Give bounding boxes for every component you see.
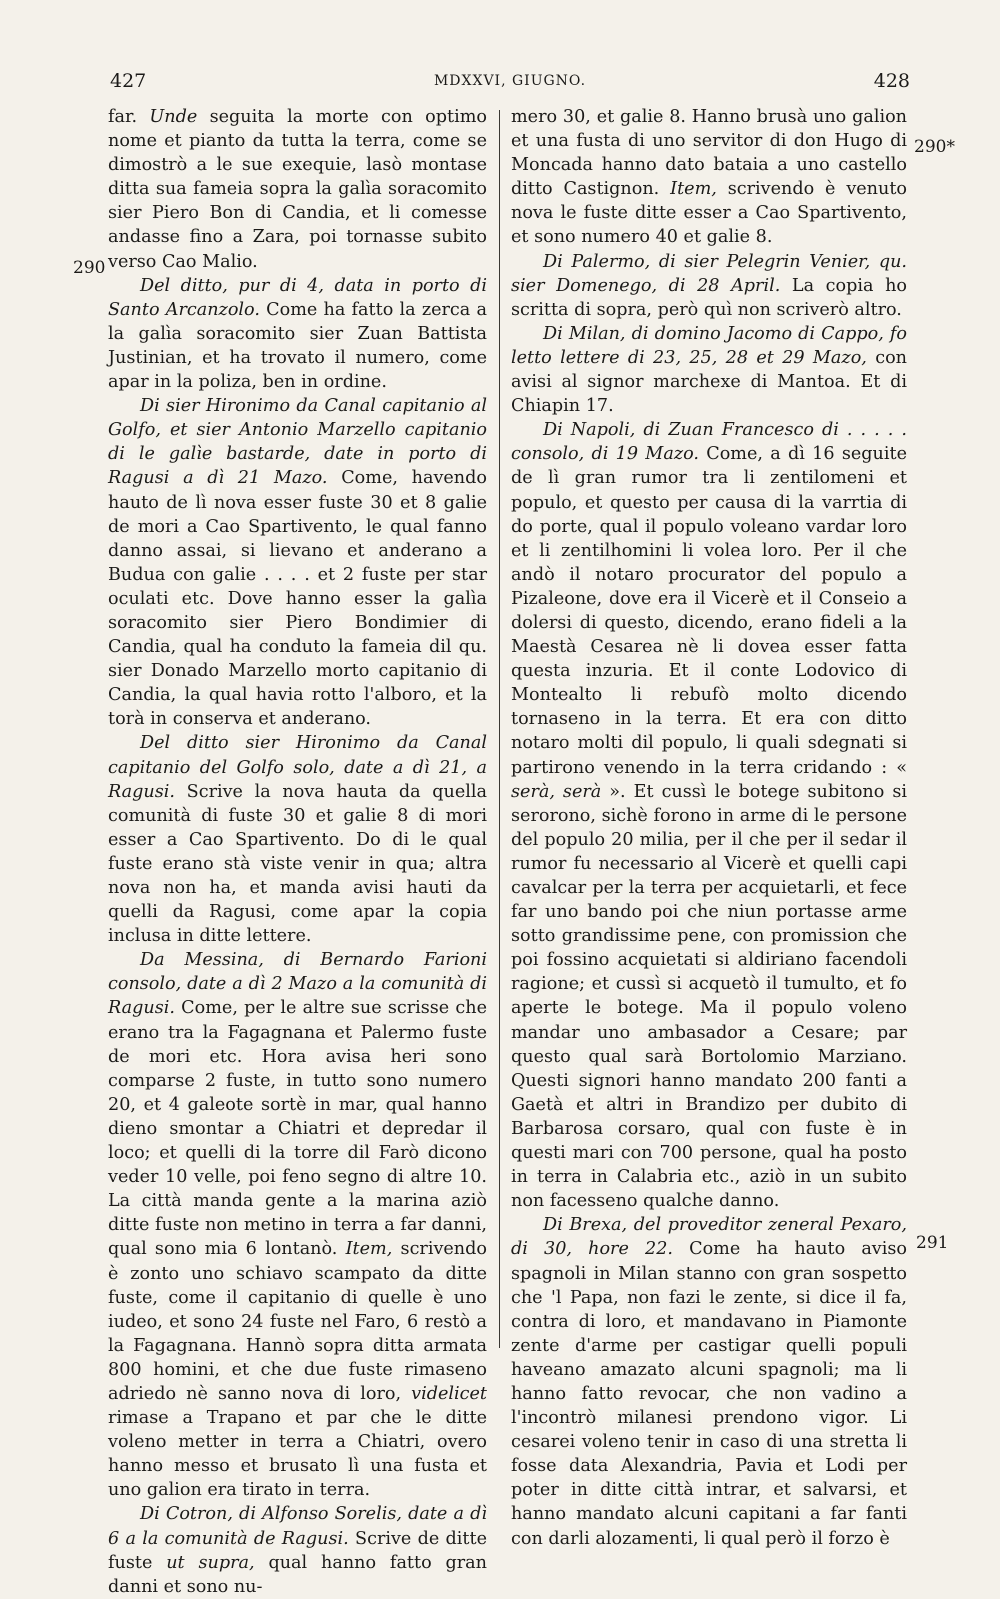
italic-run: ut supra, bbox=[166, 1552, 255, 1573]
italic-run: serà, serà bbox=[511, 781, 602, 802]
italic-run: Di sier Hironimo da Canal capitanio al Golfo, et sier Antonio Marzello capitanio di le galìe bastarde, date in porto di Ragusi a dì 21 Mazo. bbox=[108, 396, 487, 489]
italic-run: Di Milan, di domino Jacomo di Cappo, fo letto lettere di 23, 25, 28 et 29 Mazo, bbox=[511, 323, 907, 368]
text-run: La copia ho scritta di sopra, però quì non scriverò altro. bbox=[511, 275, 907, 320]
italic-run: Da Messina, di Bernardo Farioni consolo, date a dì 2 Mazo a la comunità di Ragusi. bbox=[108, 950, 487, 1019]
paragraph bbox=[108, 731, 487, 948]
column-divider bbox=[499, 110, 500, 1348]
left-column bbox=[108, 105, 487, 1599]
italic-run: Unde bbox=[149, 107, 198, 127]
paragraph bbox=[108, 274, 487, 394]
paragraph bbox=[108, 105, 487, 274]
paragraph bbox=[511, 1213, 907, 1550]
right-column bbox=[511, 105, 907, 1551]
text-run: Come ha fatto la zerca a la galìa soracomito sier Zuan Battista Justinian, et ha trovato il numero, come apar in la poliza, ben in ordine. bbox=[108, 299, 487, 393]
italic-run: Di Napoli, di Zuan Francesco di . . . . . consolo, di 19 Mazo. bbox=[511, 420, 907, 465]
italic-run: Di Cotron, di Alfonso Sorelis, date a dì 6 a la comunità de Ragusi. bbox=[108, 1504, 487, 1549]
text-run: far. bbox=[108, 107, 150, 127]
text-run: rimase a Trapano et par che le ditte voleno metter in terra a Chiatri, overo hanno messo et brusato lì una fusta et uno galion era tirato in terra. bbox=[108, 1408, 487, 1501]
running-title: MDXXVI, GIUGNO. bbox=[433, 73, 587, 89]
italic-run: Item, bbox=[345, 1239, 393, 1260]
italic-run: Del ditto sier Hironimo da Canal capitanio del Golfo solo, date a dì 21, a Ragusi. bbox=[108, 733, 487, 802]
running-header bbox=[110, 70, 910, 100]
italic-run: Del ditto, pur di 4, data in porto di Santo Arcanzolo. bbox=[108, 275, 487, 320]
text-run: mero 30, et galie 8. Hanno brusà uno galion et una fusta di uno servitor di don Hugo di Moncada hanno dato bataia a uno castello ditto Castignon. bbox=[511, 107, 907, 200]
text-run: con avisi al signor marchexe di Mantoa. Et di Chiapin 17. bbox=[511, 347, 907, 417]
margin-number-right-291: 291 bbox=[916, 1233, 949, 1253]
paragraph bbox=[511, 250, 907, 322]
text-run: scrivendo è zonto uno schiavo scampato da ditte fuste, come il capitanio di quelle è uno iudeo, et sono 24 fuste nel Faro, 6 restò a la Fagagnana. Hannò sopra ditta armata 800 homini, et che due fuste rimaseno adriedo nè sanno nova di loro, bbox=[108, 1239, 487, 1404]
paragraph bbox=[511, 322, 907, 418]
text-run: Scrive la nova hauta da quella comunità di fuste 30 et galie 8 di mori esser a Cao Spartivento. Do di le qual fuste erano stà viste venir in qua; altra nova non ha, et manda avisi hauti da quelli da Ragusi, come apar la copia inclusa in ditte lettere. bbox=[108, 781, 487, 947]
paragraph bbox=[108, 394, 487, 731]
text-run: ». Et cussì le botege subitono si serorono, sichè forono in arme di le persone del populo 20 milia, per il che per il sedar il rumor fu necessario al Vicerè et quelli capi cavalcar per la terra per acquietarli, et fece far uno bando poi che niun portasse arme sotto grandissime pene, con promission che poi fossino acquietati si aldiriano facendoli ragione; et cussì si acquetò il tumulto, et fo aperte le botege. Ma il populo voleno mandar uno ambasador a Cesare; par questo qual sarà Bortolomio Marziano. Questi signori hanno mandato 200 fanti a Gaetà et altri in Brandizo per dubito di Barbarosa corsaro, qual con fuste è in questi mari con 700 persone, qual ha posto in terra in Calabria etc., aziò in un subito non facesseno qualche danno. bbox=[511, 781, 907, 1212]
text-run: qual hanno fatto gran danni et sono nu- bbox=[108, 1552, 488, 1597]
text-run: Come, per le altre sue scrisse che erano tra la Fagagnana et Palermo fuste de mori etc. Hora avisa heri sono comparse 2 fuste, in tutto sono numero 20, et 4 galeote sortè in mar, qual hanno dieno smontar a Chiatri et depredar il loco; et quelli di la torre dil Farò dicono veder 10 velle, poi feno segno di altre 10. La città manda gente a la marina aziò ditte fuste non metino in terra a far danni, qual sono mia 6 lontanò. bbox=[108, 998, 487, 1260]
text-run: Come ha hauto aviso spagnoli in Milan stanno con gran sospetto che 'l Papa, non fazi le zente, si dice il fa, contra di loro, et mandavano in Piamonte zente d'arme per castigar quelli populi haveano amazato alcuni spagnoli; ma li hanno fatto revocar, che non vadino a l'incontrò milanesi prendono vigor. Li cesarei voleno tenir in caso di una stretta li fosse data Alexandria, Pavia et Lodi per poter in ditte città intrar, et salvarsi, et hanno mandato alcuni capitani a far fanti con darli alozamenti, li qual però il forzo è bbox=[511, 1239, 907, 1549]
text-run: scrivendo è venuto nova le fuste ditte esser a Cao Spartivento, et sono numero 40 et galie 8. bbox=[511, 179, 907, 248]
right-page-number: 428 bbox=[873, 70, 910, 92]
margin-number-right-290: 290* bbox=[914, 137, 955, 157]
paragraph bbox=[108, 1502, 487, 1598]
paragraph bbox=[511, 418, 907, 1213]
italic-run: Di Palermo, di sier Pelegrin Venier, qu. sier Domenego, di 28 April. bbox=[511, 251, 907, 296]
left-page-number: 427 bbox=[110, 70, 147, 92]
text-run: Come, havendo hauto de lì nova esser fuste 30 et 8 galie de mori a Cao Spartivento, le qual fanno danno assai, si lievano et anderano a Budua con galie . . . . et 2 fuste per star oculati etc. Dove hanno esser la galìa soracomito sier Piero Bondimier di Candia, qual ha conduto la fameia dil qu. sier Donado Marzello morto capitanio di Candia, la qual havia rotto l'alboro, et la torà in conserva et anderano. bbox=[108, 468, 487, 730]
italic-run: Di Brexa, del proveditor zeneral Pexaro, di 30, hore 22. bbox=[511, 1215, 907, 1260]
italic-run: videlicet bbox=[411, 1383, 487, 1404]
paragraph bbox=[108, 948, 487, 1502]
text-run: Scrive de ditte fuste bbox=[108, 1528, 487, 1573]
text-run: seguita la morte con optimo nome et pianto da tutta la terra, come se dimostrò a le sue exequie, lasò montase ditta sua fameia sopra la galìa soracomito sier Piero Bon di Candia, et li comesse andasse fino a Zara, poi tornasse subito verso Cao Malio. bbox=[108, 107, 487, 272]
margin-number-left-290: 290 bbox=[73, 258, 106, 278]
italic-run: Item, bbox=[670, 179, 717, 200]
paragraph bbox=[511, 105, 907, 250]
text-run: Come, a dì 16 seguite de lì gran rumor tra li zentilomeni et populo, et questo per causa di la varrtia di do porte, qual il populo voleano vardar loro et li zentilhomini li volea loro. Per il che andò il notaro procurator del populo a Pizaleone, dove era il Vicerè et il Conseio a dolersi di questo, dicendo, erano fideli a la Maestà Cesarea nè li dovea esser fatta questa inzuria. Et il conte Lodovico di Montealto li rebufò molto dicendo tornaseno in la terra. Et era con ditto notaro molti dil populo, li quali sdegnati si partirono venendo in la terra cridando : « bbox=[511, 444, 907, 778]
